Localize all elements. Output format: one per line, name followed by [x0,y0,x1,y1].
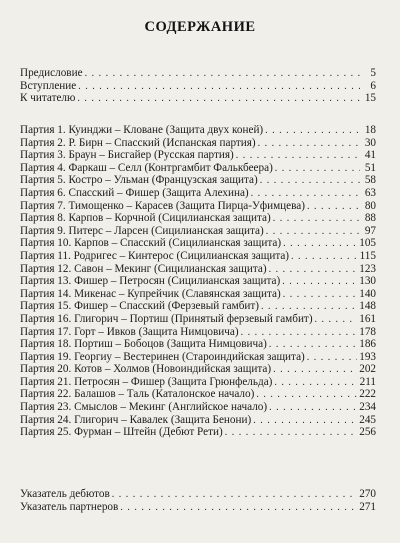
toc-entry-page: 256 [359,426,376,439]
toc-entry-game [20,275,376,288]
dot-leader [269,402,357,415]
toc-entry-page: 115 [359,249,376,262]
toc-entry-page: 271 [359,500,376,513]
dot-leader [283,238,357,251]
toc-entry [20,80,376,93]
toc-entry-label: Партия 22. Балашов – Таль (Каталонское начало) [20,388,255,401]
toc-entry-label: Партия 17. Горт – Ивков (Защита Нимцовича) [20,325,239,338]
toc-entry-game [20,200,376,213]
toc-entry-game [20,212,376,225]
page-title: СОДЕРЖАНИЕ [144,19,256,35]
toc-entry-page: 270 [359,488,376,500]
dot-leader [273,364,357,377]
toc-entry-page: 15 [364,92,376,105]
toc-entry-label: Партия 2. Р. Бирн – Спасский (Испанская партия) [20,136,256,149]
dot-leader [273,213,360,226]
toc-entry-game [20,225,376,238]
dot-leader [120,502,357,515]
dot-leader [315,314,358,327]
toc-entry-label: Партия 10. Карпов – Спасский (Сицилианская защита) [20,237,282,250]
toc-entry [20,92,376,105]
toc-games [20,124,376,439]
toc-entry-page: 140 [359,287,376,300]
dot-leader [260,175,360,188]
toc-entry [20,488,376,501]
toc-entry-page: 211 [359,375,376,388]
dot-leader [77,93,360,106]
toc-front-matter [20,67,376,105]
toc-entry-game [20,414,376,427]
toc-entry-page: 186 [359,338,376,351]
toc-entry-label: Партия 4. Фаркаш – Селл (Контргамбит Фалькбеера) [20,161,273,174]
toc-entry-page: 80 [364,199,376,212]
toc-entry-page: 148 [359,300,376,313]
toc-entry-page: 5 [370,67,376,79]
toc-entry-page: 245 [359,413,376,426]
toc-entry-page: 161 [359,312,376,325]
dot-leader [85,68,360,81]
toc-entry-label: Партия 12. Савон – Мекинг (Сицилианская защита) [20,262,267,275]
toc-entry-label: Вступление [20,79,77,92]
toc-entry-page: 130 [359,275,376,288]
toc-entry-game [20,326,376,339]
toc-entry-label: Партия 23. Смыслов – Мекинг (Английское начало) [20,401,268,414]
toc-entry-game [20,388,376,401]
toc-entry-label: К читателю [20,92,76,105]
toc-entry-game [20,300,376,313]
toc-entry-page: 30 [364,136,376,149]
toc-entry-page: 41 [364,149,376,162]
toc-entry-page: 193 [359,350,376,363]
toc-entry-label: Партия 5. Костро – Ульман (Французская защита) [20,174,258,187]
toc-entry-page: 178 [359,325,376,338]
dot-leader [274,377,357,390]
toc-entry-page: 123 [359,262,376,275]
toc-entry-label: Партия 21. Петросян – Фишер (Защита Грюнфельда) [20,375,273,388]
toc-entry-game [20,187,376,200]
toc-entry-game [20,263,376,276]
toc-entry-page: 63 [364,186,376,199]
toc-entry-label: Партия 16. Глигорич – Портиш (Принятый ферзевый гамбит) [20,312,313,325]
toc-entry-game [20,124,376,137]
toc-entry-label: Партия 19. Георгиу – Вестеринен (Староиндийская защита) [20,350,305,363]
toc-entry-label: Партия 6. Спасский – Фишер (Защита Алехина) [20,186,249,199]
dot-leader [258,138,360,151]
toc-entry-game [20,288,376,301]
toc-entry-game [20,174,376,187]
toc-entry-game [20,313,376,326]
toc-entry-label: Партия 20. Котов – Холмов (Новоиндийская защита) [20,363,272,376]
dot-leader [283,289,358,302]
toc-entry-game [20,426,376,439]
toc-entry-game [20,401,376,414]
toc-entry-page: 88 [364,212,376,225]
dot-leader [253,415,357,428]
toc-entry-page: 51 [364,161,376,174]
toc-entry-game [20,137,376,150]
toc-entry-label: Предисловие [20,67,83,79]
toc-entry-label: Партия 18. Портиш – Бобоцов (Защита Нимцовича) [20,338,267,351]
toc-entry-label: Партия 14. Микенас – Купрейчик (Славянская защита) [20,287,281,300]
dot-leader [225,427,358,440]
dot-leader [265,125,360,138]
dot-leader [112,489,357,502]
toc-entry-label: Партия 7. Тимощенко – Карасев (Защита Пирца-Уфимцева) [20,199,305,212]
toc-entry-label: Указатель партнеров [20,500,119,513]
toc-entry-label: Партия 3. Браун – Бисгайер (Русская партия) [20,149,234,162]
toc-entry-game [20,237,376,250]
dot-leader [307,201,360,214]
toc-entry-label: Партия 8. Карпов – Корчной (Сицилианская защита) [20,212,271,225]
toc-entry-label: Партия 24. Глигорич – Кавалек (Защита Бенони) [20,413,252,426]
dot-leader [291,251,358,264]
toc-entry-label: Партия 11. Родригес – Кинтерос (Сицилианская защита) [20,249,290,262]
toc-entry-page: 105 [359,237,376,250]
toc-entry-label: Партия 1. Куинджи – Кловане (Защита двух коней) [20,124,264,136]
toc-entry-game [20,363,376,376]
toc-entry-page: 234 [359,401,376,414]
toc-entry-label: Партия 15. Фишер – Спасский (Ферзевый гамбит) [20,300,259,313]
dot-leader [282,276,357,289]
toc-entry-label: Указатель дебютов [20,488,110,500]
dot-leader [307,352,357,365]
toc-entry [20,67,376,80]
toc-entry-game [20,162,376,175]
toc-entry-label: Партия 13. Фишер – Петросян (Сицилианская защита) [20,275,281,288]
toc-entry [20,501,376,514]
toc-entry-page: 6 [370,79,376,92]
dot-leader [275,163,360,176]
toc-entry-game [20,250,376,263]
toc-entry-page: 202 [359,363,376,376]
toc-entry-label: Партия 9. Питерс – Ларсен (Сицилианская защита) [20,224,264,237]
toc-entry-game [20,149,376,162]
toc-entry-game [20,351,376,364]
dot-leader [78,81,360,94]
dot-leader [256,389,357,402]
toc-entry-page: 97 [364,224,376,237]
toc-entry-page: 222 [359,388,376,401]
toc-entry-page: 18 [364,124,376,136]
toc-entry-game [20,376,376,389]
toc-entry-game [20,338,376,351]
toc-entry-page: 58 [364,174,376,187]
toc-indexes [20,488,376,513]
toc-entry-label: Партия 25. Фурман – Штейн (Дебют Рети) [20,426,223,439]
